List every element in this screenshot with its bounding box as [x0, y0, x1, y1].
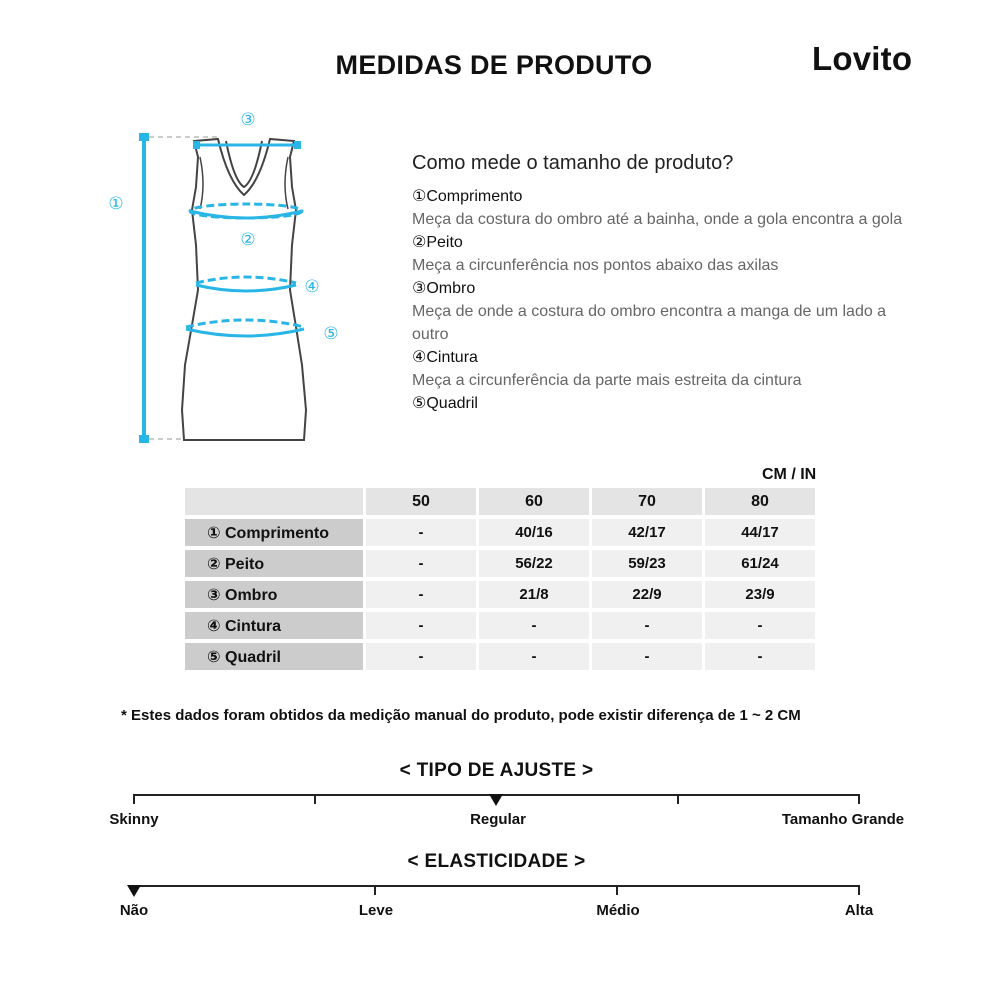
table-cell: 42/17 [592, 519, 702, 546]
measurement-note: * Estes dados foram obtidos da medição manual do produto, pode existir diferença de 1 ~ 2 CM [121, 707, 801, 724]
table-corner [185, 488, 363, 515]
elasticity-selected-marker [127, 885, 141, 897]
fit-label-skinny: Skinny [109, 811, 159, 828]
table-cell: 59/23 [592, 550, 702, 577]
size-header: 70 [592, 488, 702, 515]
unit-label: CM / IN [762, 466, 817, 483]
table-row [185, 550, 815, 577]
fit-tick [858, 794, 860, 804]
row-label: ① Comprimento [185, 519, 363, 546]
table-cell: 21/8 [479, 581, 589, 608]
marker-5: ⑤ [323, 324, 339, 344]
table-cell: - [479, 643, 589, 670]
guide-item-chest: ②Peito Meça a circunferência nos pontos abaixo das axilas [412, 234, 779, 274]
size-header: 60 [479, 488, 589, 515]
marker-1: ① [108, 194, 124, 214]
size-header: 50 [366, 488, 476, 515]
table-row [185, 612, 815, 639]
table-row [185, 643, 815, 670]
row-label: ③ Ombro [185, 581, 363, 608]
table-cell: 23/9 [705, 581, 815, 608]
table-row [185, 519, 815, 546]
brand-logo: Lovito [812, 40, 913, 77]
elasticity-scale-line [133, 885, 860, 887]
elasticity-scale-title: < ELASTICIDADE > [407, 851, 586, 872]
guide-item-waist: ④Cintura Meça a circunferência da parte mais estreita da cintura [412, 349, 802, 389]
fit-tick [314, 794, 316, 804]
row-label: ② Peito [185, 550, 363, 577]
marker-2: ② [240, 230, 256, 250]
row-label: ⑤ Quadril [185, 643, 363, 670]
elasticity-label-high: Alta [844, 902, 874, 919]
size-table [182, 484, 818, 674]
elasticity-tick [616, 885, 618, 895]
table-cell: - [705, 643, 815, 670]
table-cell: 61/24 [705, 550, 815, 577]
elasticity-label-none: Não [119, 902, 149, 919]
table-cell: 40/16 [479, 519, 589, 546]
table-cell: - [705, 612, 815, 639]
table-cell: - [479, 612, 589, 639]
table-row [185, 581, 815, 608]
guide-item-length: ①Comprimento Meça da costura do ombro até a bainha, onde a gola encontra a gola [412, 188, 903, 228]
marker-4: ④ [304, 277, 320, 297]
dress-measurement-figure [100, 105, 360, 450]
table-cell: - [592, 612, 702, 639]
guide-item-hip: ⑤Quadril [412, 395, 478, 412]
fit-selected-marker [489, 794, 503, 806]
size-header: 80 [705, 488, 815, 515]
elasticity-label-medium: Médio [596, 902, 640, 919]
guide-question: Como mede o tamanho de produto? [412, 152, 734, 174]
fit-scale-title: < TIPO DE AJUSTE > [399, 760, 594, 781]
fit-tick [677, 794, 679, 804]
table-cell: 44/17 [705, 519, 815, 546]
table-header-row [185, 488, 815, 515]
measurement-guide [412, 152, 912, 415]
fit-tick [133, 794, 135, 804]
table-cell: - [366, 612, 476, 639]
table-cell: - [366, 550, 476, 577]
table-cell: - [366, 643, 476, 670]
table-cell: - [366, 519, 476, 546]
fit-label-regular: Regular [470, 811, 526, 828]
elasticity-tick [374, 885, 376, 895]
elasticity-label-light: Leve [358, 902, 394, 919]
table-cell: 22/9 [592, 581, 702, 608]
table-cell: 56/22 [479, 550, 589, 577]
marker-3: ③ [240, 110, 256, 130]
row-label: ④ Cintura [185, 612, 363, 639]
elasticity-tick [858, 885, 860, 895]
fit-label-large: Tamanho Grande [781, 811, 905, 828]
page-title: MEDIDAS DE PRODUTO [335, 50, 653, 80]
table-cell: - [592, 643, 702, 670]
table-cell: - [366, 581, 476, 608]
guide-item-shoulder: ③Ombro Meça de onde a costura do ombro encontra a manga de um lado a outro [412, 280, 887, 343]
